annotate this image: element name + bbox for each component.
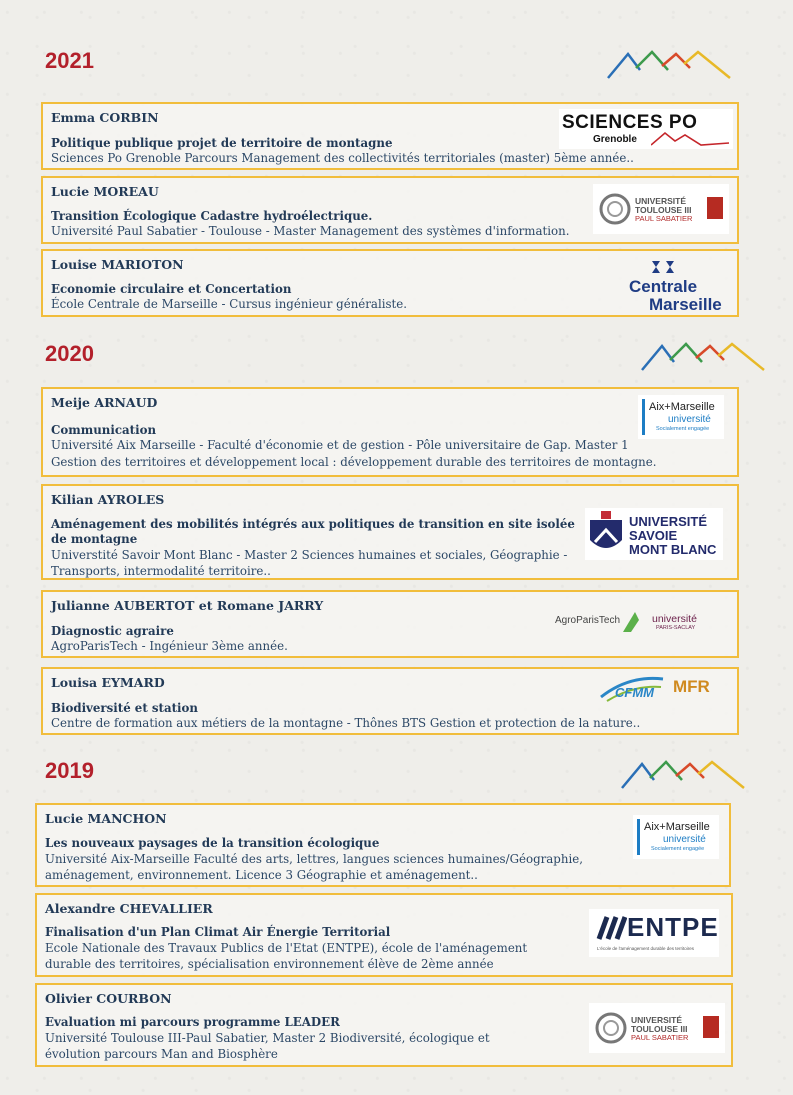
entry-card bbox=[35, 803, 731, 887]
student-name: Louisa EYMARD bbox=[51, 675, 165, 690]
school-description: Centre de formation aux métiers de la montagne - Thônes BTS Gestion et protection de la nature.. bbox=[51, 716, 641, 730]
year-heading-2019: 2019 bbox=[45, 758, 94, 783]
entry-card bbox=[41, 590, 739, 658]
entpe-logo: ENTPE L'école de l'aménagement durable des territoires bbox=[589, 909, 719, 957]
centrale-symbol-icon bbox=[649, 257, 677, 277]
student-name: Lucie MOREAU bbox=[51, 184, 159, 199]
seal-icon bbox=[595, 1012, 627, 1044]
internship-topic: de montagne bbox=[51, 532, 138, 546]
internship-topic: Biodiversité et station bbox=[51, 701, 198, 715]
student-name: Julianne AUBERTOT et Romane JARRY bbox=[51, 598, 324, 613]
mountains-icon bbox=[620, 756, 748, 792]
entry-card bbox=[35, 893, 733, 977]
entry-card bbox=[41, 249, 739, 317]
school-description: durable des territoires, spécialisation environnement élève de 2ème année bbox=[45, 957, 494, 971]
student-name: Kilian AYROLES bbox=[51, 492, 165, 507]
entry-card bbox=[41, 484, 739, 580]
mountain-line-icon bbox=[651, 129, 731, 147]
student-name: Lucie MANCHON bbox=[45, 811, 167, 826]
school-description: évolution parcours Man and Biosphère bbox=[45, 1047, 278, 1061]
toulouse-logo: UNIVERSITÉ TOULOUSE III PAUL SABATIER bbox=[593, 184, 729, 234]
entry-card bbox=[41, 387, 739, 477]
school-description: Sciences Po Grenoble Parcours Management des collectivités territoriales (master) 5ème année.. bbox=[51, 151, 634, 165]
school-description: Université Toulouse III-Paul Sabatier, Master 2 Biodiversité, écologique et bbox=[45, 1031, 490, 1045]
school-description: Transports, intermodalité territoire.. bbox=[51, 564, 271, 578]
school-description: Ecole Nationale des Travaux Publics de l'Etat (ENTPE), école de l'aménagement bbox=[45, 941, 528, 955]
aix-marseille-logo: Aix+Marseille université Socialement engagée bbox=[638, 395, 724, 439]
internship-topic: Aménagement des mobilités intégrés aux politiques de transition en site isolée bbox=[51, 517, 575, 531]
toulouse-logo: UNIVERSITÉ TOULOUSE III PAUL SABATIER bbox=[589, 1003, 725, 1053]
entry-card bbox=[41, 176, 739, 244]
mountains-icon bbox=[640, 338, 768, 374]
internship-topic: Transition Écologique Cadastre hydroélectrique. bbox=[51, 209, 373, 223]
aix-marseille-logo: Aix+Marseille université Socialement engagée bbox=[633, 815, 719, 859]
emblem-icon bbox=[707, 197, 723, 219]
school-description: Université Paul Sabatier - Toulouse - Master Management des systèmes d'information. bbox=[51, 224, 570, 238]
cfmm-mfr-logo: CFMM MFR bbox=[597, 671, 727, 707]
entry-card bbox=[35, 983, 733, 1067]
internship-topic: Politique publique projet de territoire de montagne bbox=[51, 136, 393, 150]
savoie-mont-blanc-logo: UNIVERSITÉ SAVOIE MONT BLANC bbox=[585, 508, 723, 560]
entry-card bbox=[41, 667, 739, 735]
centrale-marseille-logo: Centrale Marseille bbox=[625, 255, 727, 313]
student-name: Alexandre CHEVALLIER bbox=[45, 901, 213, 916]
internship-topic: Finalisation d'un Plan Climat Air Énergie Territorial bbox=[45, 925, 391, 939]
agroparistech-logo: AgroParisTech université PARIS-SACLAY bbox=[551, 606, 721, 636]
internship-topic: Evaluation mi parcours programme LEADER bbox=[45, 1015, 340, 1029]
internship-topic: Economie circulaire et Concertation bbox=[51, 282, 292, 296]
year-heading-2021: 2021 bbox=[45, 48, 94, 73]
leaf-icon bbox=[621, 610, 641, 634]
student-name: Louise MARIOTON bbox=[51, 257, 184, 272]
seal-icon bbox=[599, 193, 631, 225]
slashes-icon bbox=[593, 915, 627, 941]
school-description: Université Aix Marseille - Faculté d'économie et de gestion - Pôle universitaire de Gap. Master 1 bbox=[51, 438, 629, 452]
school-description: École Centrale de Marseille - Cursus ingénieur généraliste. bbox=[51, 297, 408, 311]
school-description: Gestion des territoires et développement local : développement durable des territoires de montagne. bbox=[51, 455, 657, 469]
internship-topic: Diagnostic agraire bbox=[51, 624, 174, 638]
school-description: Université Aix-Marseille Faculté des arts, lettres, langues sciences humaines/Géographie, bbox=[45, 852, 583, 866]
internship-topic: Communication bbox=[51, 423, 157, 437]
school-description: aménagement, environnement. Licence 3 Géographie et aménagement.. bbox=[45, 868, 478, 882]
school-description: AgroParisTech - Ingénieur 3ème année. bbox=[51, 639, 288, 653]
entry-card bbox=[41, 102, 739, 170]
school-description: Universtité Savoir Mont Blanc - Master 2 Sciences humaines et sociales, Géographie - bbox=[51, 548, 568, 562]
year-heading-2020: 2020 bbox=[45, 341, 94, 366]
internship-topic: Les nouveaux paysages de la transition écologique bbox=[45, 836, 380, 850]
sciences-po-logo: SCIENCES PO Grenoble bbox=[559, 109, 733, 149]
student-name: Meije ARNAUD bbox=[51, 395, 158, 410]
emblem-icon bbox=[703, 1016, 719, 1038]
mountains-icon bbox=[606, 46, 734, 82]
student-name: Emma CORBIN bbox=[51, 110, 159, 125]
shield-icon bbox=[587, 510, 625, 558]
student-name: Olivier COURBON bbox=[45, 991, 172, 1006]
